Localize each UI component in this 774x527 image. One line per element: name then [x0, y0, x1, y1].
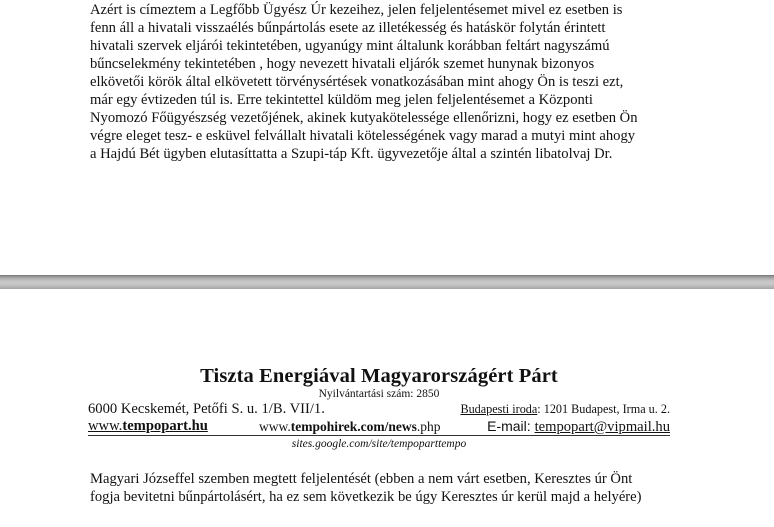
- budapest-office-label: Budapesti iroda: [460, 402, 538, 416]
- party-name-heading: Tiszta Energiával Magyarországért Párt: [200, 365, 558, 387]
- email-link[interactable]: tempopart@vipmail.hu: [534, 419, 670, 435]
- email-contact: [487, 418, 670, 436]
- address-row: [88, 401, 670, 418]
- registration-number: Nyilvántartási szám: 2850: [318, 388, 440, 400]
- email-label: E-mail:: [487, 418, 535, 434]
- contact-row: [88, 418, 670, 435]
- text-line: hivatali szervek eljárói tekintetében, ugyanúgy mint általunk korábban feltárt nagyszámú: [90, 38, 610, 54]
- google-sites-link[interactable]: sites.google.com/site/tempoparttempo: [291, 438, 467, 450]
- website-tempopart-link[interactable]: [88, 418, 208, 435]
- website2-prefix: www.: [259, 419, 291, 434]
- website2-domain: tempohirek.com/news: [290, 419, 417, 434]
- text-line: Nyomozó Főügyészség vezetőjének, akinek kutyakötelessége ellenőrizni, hogy ez esetben Ön: [90, 110, 638, 126]
- website2-suffix: .php: [416, 419, 441, 434]
- text-line: fogja bevitetni bűnpártolásért, ha ez sem következik be úgy Keresztes úr kerül majd a helyére): [90, 489, 642, 505]
- text-line: Azért is címeztem a Legfőbb Ügyész Úr kezeihez, jelen feljelentésemet mivel ez esetben is: [90, 2, 623, 18]
- page-separator: [0, 275, 774, 289]
- website1-prefix: www.: [88, 418, 123, 434]
- budapest-office-address: : 1201 Budapest, Irma u. 2.: [537, 402, 670, 416]
- paragraph-complaint-continued: [90, 1, 638, 163]
- website1-domain: tempopart.hu: [122, 418, 208, 434]
- website-tempohirek-link[interactable]: [259, 418, 441, 435]
- text-line: a Hajdú Bét ügyben elutasíttatta a Szupi-táp Kft. ügyvezetője által a szintén libatolvaj Dr.: [90, 146, 613, 162]
- budapest-office: [460, 401, 670, 418]
- text-line: Magyari Józseffel szemben megtett feljelentését (ebben a nem várt esetben, Keresztes úr Önt: [90, 471, 633, 487]
- text-line: elkövetői körök által elkövetett törvénysértések vonatkozásában mint ahogy Ön is teszi ezt,: [90, 74, 624, 90]
- paragraph-bottom: [90, 470, 642, 506]
- letterhead: [88, 364, 670, 451]
- text-line: bűncselekmény tekintetében , hogy nevezett hivatali eljárók szemet hunynak bizonyos: [90, 56, 595, 72]
- text-line: már egy évtizeden túl is. Erre tekintettel küldöm meg jelen feljelentésemet a Központi: [90, 92, 593, 108]
- text-line: végre eleget tesz- e esküvel felvállalt hivatali kötelességének vagy marad a mutyi mint ahogy: [90, 128, 636, 144]
- headquarters-address: 6000 Kecskemét, Petőfi S. u. 1/B. VII/1.: [88, 401, 325, 417]
- text-line: fenn áll a hivatali visszaélés bűnpártolás esete az illetékesség és hatáskör folytán érintett: [90, 20, 606, 36]
